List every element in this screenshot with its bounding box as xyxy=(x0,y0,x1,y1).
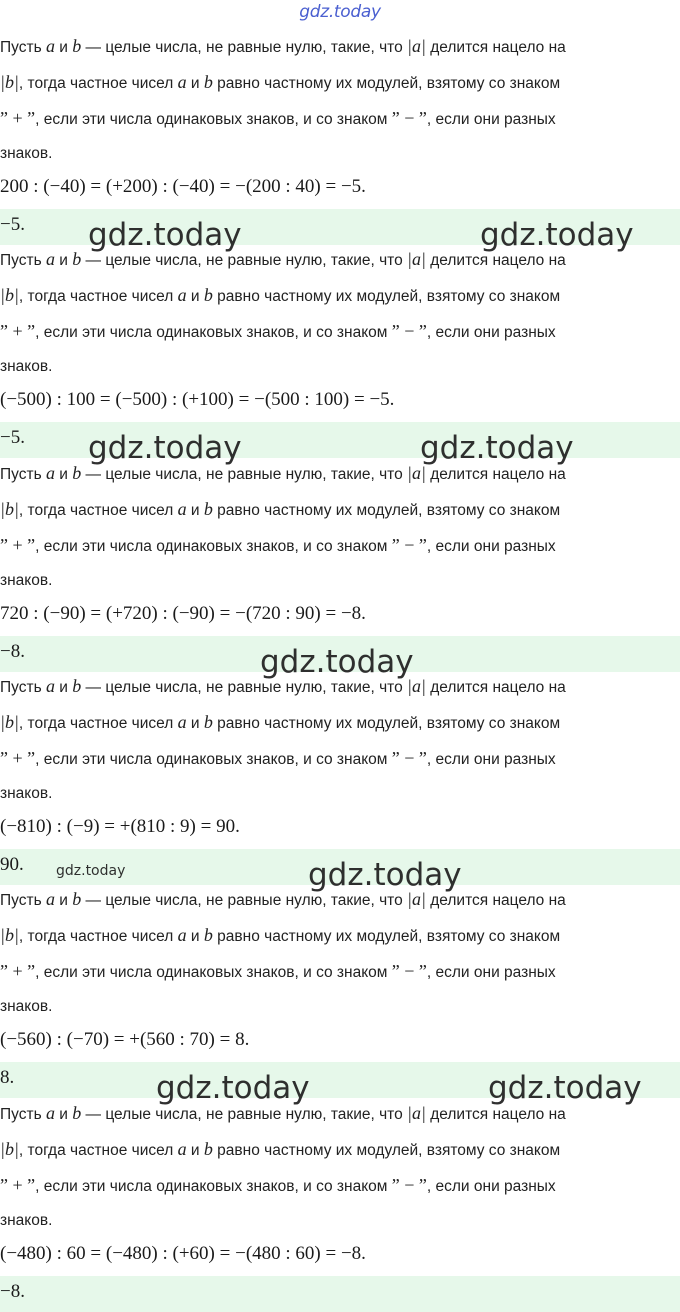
answer: −5. xyxy=(0,427,25,448)
rule-line-2: |b|, тогда частное чисел a и b равно частному их модулей, взятому со знаком xyxy=(0,925,561,945)
solution-block xyxy=(0,885,680,1106)
answer: −5. xyxy=(0,214,25,235)
rule-line-4: знаков. xyxy=(0,1212,53,1229)
rule-line-1: Пусть a и b — целые числа, не равные нулю, такие, что |a| делится нацело на xyxy=(0,463,566,483)
watermark: gdz.today xyxy=(260,644,414,680)
answer: 8. xyxy=(0,1067,15,1088)
rule-line-3: ” + ”, если эти числа одинаковых знаков, и со знаком ” − ”, если они разных xyxy=(0,535,556,555)
rule-line-2: |b|, тогда частное чисел a и b равно частному их модулей, взятому со знаком xyxy=(0,72,561,92)
rule-line-4: знаков. xyxy=(0,785,53,802)
solution-block xyxy=(0,1099,680,1312)
rule-line-1: Пусть a и b — целые числа, не равные нулю, такие, что |a| делится нацело на xyxy=(0,676,566,696)
rule-line-4: знаков. xyxy=(0,572,53,589)
equation: 720 : (−90) = (+720) : (−90) = −(720 : 90) = −8. xyxy=(0,603,366,624)
rule-line-1: Пусть a и b — целые числа, не равные нулю, такие, что |a| делится нацело на xyxy=(0,36,566,56)
rule-line-1: Пусть a и b — целые числа, не равные нулю, такие, что |a| делится нацело на xyxy=(0,889,566,909)
solution-block xyxy=(0,32,680,253)
rule-line-2: |b|, тогда частное чисел a и b равно частному их модулей, взятому со знаком xyxy=(0,285,561,305)
watermark: gdz.today xyxy=(480,217,634,253)
solution-block xyxy=(0,459,680,680)
rule-line-3: ” + ”, если эти числа одинаковых знаков, и со знаком ” − ”, если они разных xyxy=(0,108,556,128)
watermark: gdz.today xyxy=(488,1070,642,1106)
watermark: gdz.today xyxy=(308,857,462,893)
rule-line-1: Пусть a и b — целые числа, не равные нулю, такие, что |a| делится нацело на xyxy=(0,249,566,269)
rule-line-3: ” + ”, если эти числа одинаковых знаков, и со знаком ” − ”, если они разных xyxy=(0,1175,556,1195)
rule-line-4: знаков. xyxy=(0,998,53,1015)
equation: 200 : (−40) = (+200) : (−40) = −(200 : 40) = −5. xyxy=(0,176,366,197)
watermark: gdz.today xyxy=(420,430,574,466)
solution-block xyxy=(0,245,680,466)
equation: (−480) : 60 = (−480) : (+60) = −(480 : 60) = −8. xyxy=(0,1243,366,1264)
rule-line-4: знаков. xyxy=(0,358,53,375)
equation: (−560) : (−70) = +(560 : 70) = 8. xyxy=(0,1029,250,1050)
answer: −8. xyxy=(0,1281,25,1302)
rule-line-3: ” + ”, если эти числа одинаковых знаков, и со знаком ” − ”, если они разных xyxy=(0,961,556,981)
rule-line-2: |b|, тогда частное чисел a и b равно частному их модулей, взятому со знаком xyxy=(0,712,561,732)
watermark: gdz.today xyxy=(88,430,242,466)
rule-line-3: ” + ”, если эти числа одинаковых знаков, и со знаком ” − ”, если они разных xyxy=(0,321,556,341)
watermark: gdz.today xyxy=(88,217,242,253)
answer: −8. xyxy=(0,641,25,662)
answer-bar xyxy=(0,1276,680,1312)
rule-line-3: ” + ”, если эти числа одинаковых знаков, и со знаком ” − ”, если они разных xyxy=(0,748,556,768)
watermark: gdz.today xyxy=(56,863,126,879)
answer: 90. xyxy=(0,854,24,875)
equation: (−810) : (−9) = +(810 : 9) = 90. xyxy=(0,816,240,837)
equation: (−500) : 100 = (−500) : (+100) = −(500 : 100) = −5. xyxy=(0,389,395,410)
rule-line-2: |b|, тогда частное чисел a и b равно частному их модулей, взятому со знаком xyxy=(0,499,561,519)
rule-line-4: знаков. xyxy=(0,145,53,162)
solution-block xyxy=(0,672,680,893)
header-watermark: gdz.today xyxy=(299,2,381,22)
watermark: gdz.today xyxy=(156,1070,310,1106)
rule-line-1: Пусть a и b — целые числа, не равные нулю, такие, что |a| делится нацело на xyxy=(0,1103,566,1123)
rule-line-2: |b|, тогда частное чисел a и b равно частному их модулей, взятому со знаком xyxy=(0,1139,561,1159)
